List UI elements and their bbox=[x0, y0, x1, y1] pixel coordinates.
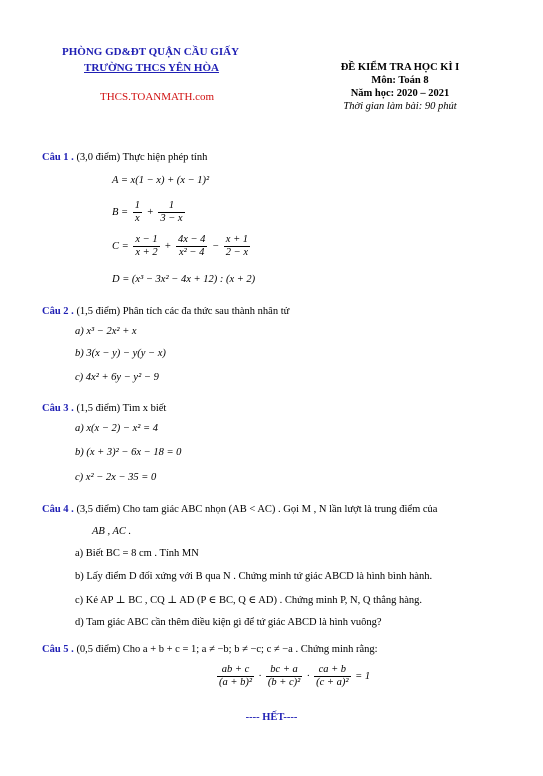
q1-b-f1-den: x bbox=[135, 213, 140, 224]
q3-part-c: c) x² − 2x − 35 = 0 bbox=[75, 472, 157, 483]
q5-f1-num: ab + c bbox=[217, 664, 254, 677]
q2-part-c: c) 4x² + 6y − y² − 9 bbox=[75, 372, 159, 383]
q1-b-lhs: B = bbox=[112, 207, 129, 218]
q4-intro-line2: AB , AC . bbox=[92, 526, 132, 537]
question-2-intro: (1,5 điểm) Phân tích các đa thức sau thành nhân tử bbox=[76, 306, 290, 317]
q5-f3-num: ca + b bbox=[314, 664, 350, 677]
q3-part-a: a) x(x − 2) − x² = 4 bbox=[75, 423, 159, 434]
q1-c-f3-den: 2 − x bbox=[225, 247, 249, 258]
q1-expr-d: D = (x³ − 3x² − 4x + 12) : (x + 2) bbox=[112, 274, 256, 285]
q1-expr-a: A = x(1 − x) + (x − 1)² bbox=[112, 175, 210, 186]
q5-f2-num: bc + a bbox=[266, 664, 302, 677]
q1-c-f1-num: x − 1 bbox=[135, 234, 158, 245]
q1-c-f2-den: x² − 4 bbox=[178, 247, 205, 258]
q1-b-f2-den: 3 − x bbox=[160, 213, 183, 224]
q1-b-f1-num: 1 bbox=[134, 200, 140, 211]
q5-f1-den: (a + b)² bbox=[219, 677, 252, 688]
question-5-intro: (0,5 điểm) Cho a + b + c = 1; a ≠ −b; b ≠ −c; c ≠ −a . Chứng minh rằng: bbox=[76, 644, 378, 655]
school-name: TRƯỜNG THCS YÊN HÒA bbox=[84, 62, 219, 74]
q1-c-lhs: C = bbox=[112, 241, 129, 252]
question-4-label: Câu 4 . bbox=[42, 504, 74, 515]
end-marker: ---- HẾT---- bbox=[245, 712, 298, 723]
q2-part-a: a) x³ − 2x² + x bbox=[75, 326, 137, 337]
question-1-intro: (3,0 điểm) Thực hiện phép tính bbox=[76, 152, 208, 163]
question-2-label: Câu 2 . bbox=[42, 306, 74, 317]
question-3-intro: (1,5 điểm) Tìm x biết bbox=[76, 403, 167, 414]
q4-part-a: a) Biết BC = 8 cm . Tính MN bbox=[75, 548, 199, 559]
exam-title: ĐỀ KIỂM TRA HỌC KÌ I bbox=[340, 62, 460, 73]
question-4 bbox=[42, 504, 437, 515]
q1-c-f2-num: 4x − 4 bbox=[177, 234, 206, 245]
site-name: THCS.TOANMATH.com bbox=[100, 91, 215, 103]
question-4-intro: (3,5 điểm) Cho tam giác ABC nhọn (AB < AC) . Gọi M , N lần lượt là trung điểm của bbox=[76, 504, 438, 515]
exam-subject: Môn: Toán 8 bbox=[371, 75, 429, 86]
q3-part-b: b) (x + 3)² − 6x − 18 = 0 bbox=[75, 447, 182, 458]
q1-expr-b: B = $\frac{1}{x}$ + $\frac{1}{3 - x}$ bbox=[112, 200, 183, 224]
question-5-label: Câu 5 . bbox=[42, 644, 74, 655]
q4-part-c: c) Kẻ AP ⊥ BC , CQ ⊥ AD (P ∈ BC, Q ∈ AD) . Chứng minh P, N, Q thẳng hàng. bbox=[75, 595, 423, 606]
department-name: PHÒNG GD&ĐT QUẬN CẦU GIẤY bbox=[62, 46, 240, 58]
question-1 bbox=[42, 152, 207, 163]
question-1-label: Câu 1 . bbox=[42, 152, 74, 163]
q2-part-b: b) 3(x − y) − y(y − x) bbox=[75, 348, 166, 359]
question-3 bbox=[42, 403, 166, 414]
q5-f2-den: (b + c)² bbox=[267, 677, 301, 688]
question-2 bbox=[42, 306, 289, 317]
q1-b-f2-num: 1 bbox=[158, 200, 184, 213]
exam-time: Thời gian làm bài: 90 phút bbox=[343, 101, 457, 112]
q4-part-b: b) Lấy điểm D đối xứng với B qua N . Chứng minh tứ giác ABCD là hình bình hành. bbox=[75, 571, 433, 582]
q1-c-f1-den: x + 2 bbox=[135, 247, 158, 258]
q5-rhs: = 1 bbox=[355, 671, 371, 682]
q1-expr-c: C = $\frac{x - 1}{x + 2}$ + $\frac{4x - 4}{\text{x² − 4}}$ − $\frac{x + 1}{2 - x}$ bbox=[112, 234, 249, 258]
exam-year: Năm học: 2020 – 2021 bbox=[350, 88, 450, 99]
q5-identity: $\frac{ab + c}{\text{(a + b)²}}$ · $\frac{bc + a}{\text{(b + c)²}}$ · $\frac{ca + b}{\text{(c + a)²}}$ = 1 bbox=[219, 664, 371, 688]
question-3-label: Câu 3 . bbox=[42, 403, 74, 414]
q5-f3-den: (c + a)² bbox=[316, 677, 349, 688]
q4-part-d: d) Tam giác ABC cần thêm điều kiện gì để tứ giác ABCD là hình vuông? bbox=[75, 617, 382, 628]
question-5 bbox=[42, 644, 378, 655]
q1-c-f3-num: x + 1 bbox=[225, 234, 249, 245]
